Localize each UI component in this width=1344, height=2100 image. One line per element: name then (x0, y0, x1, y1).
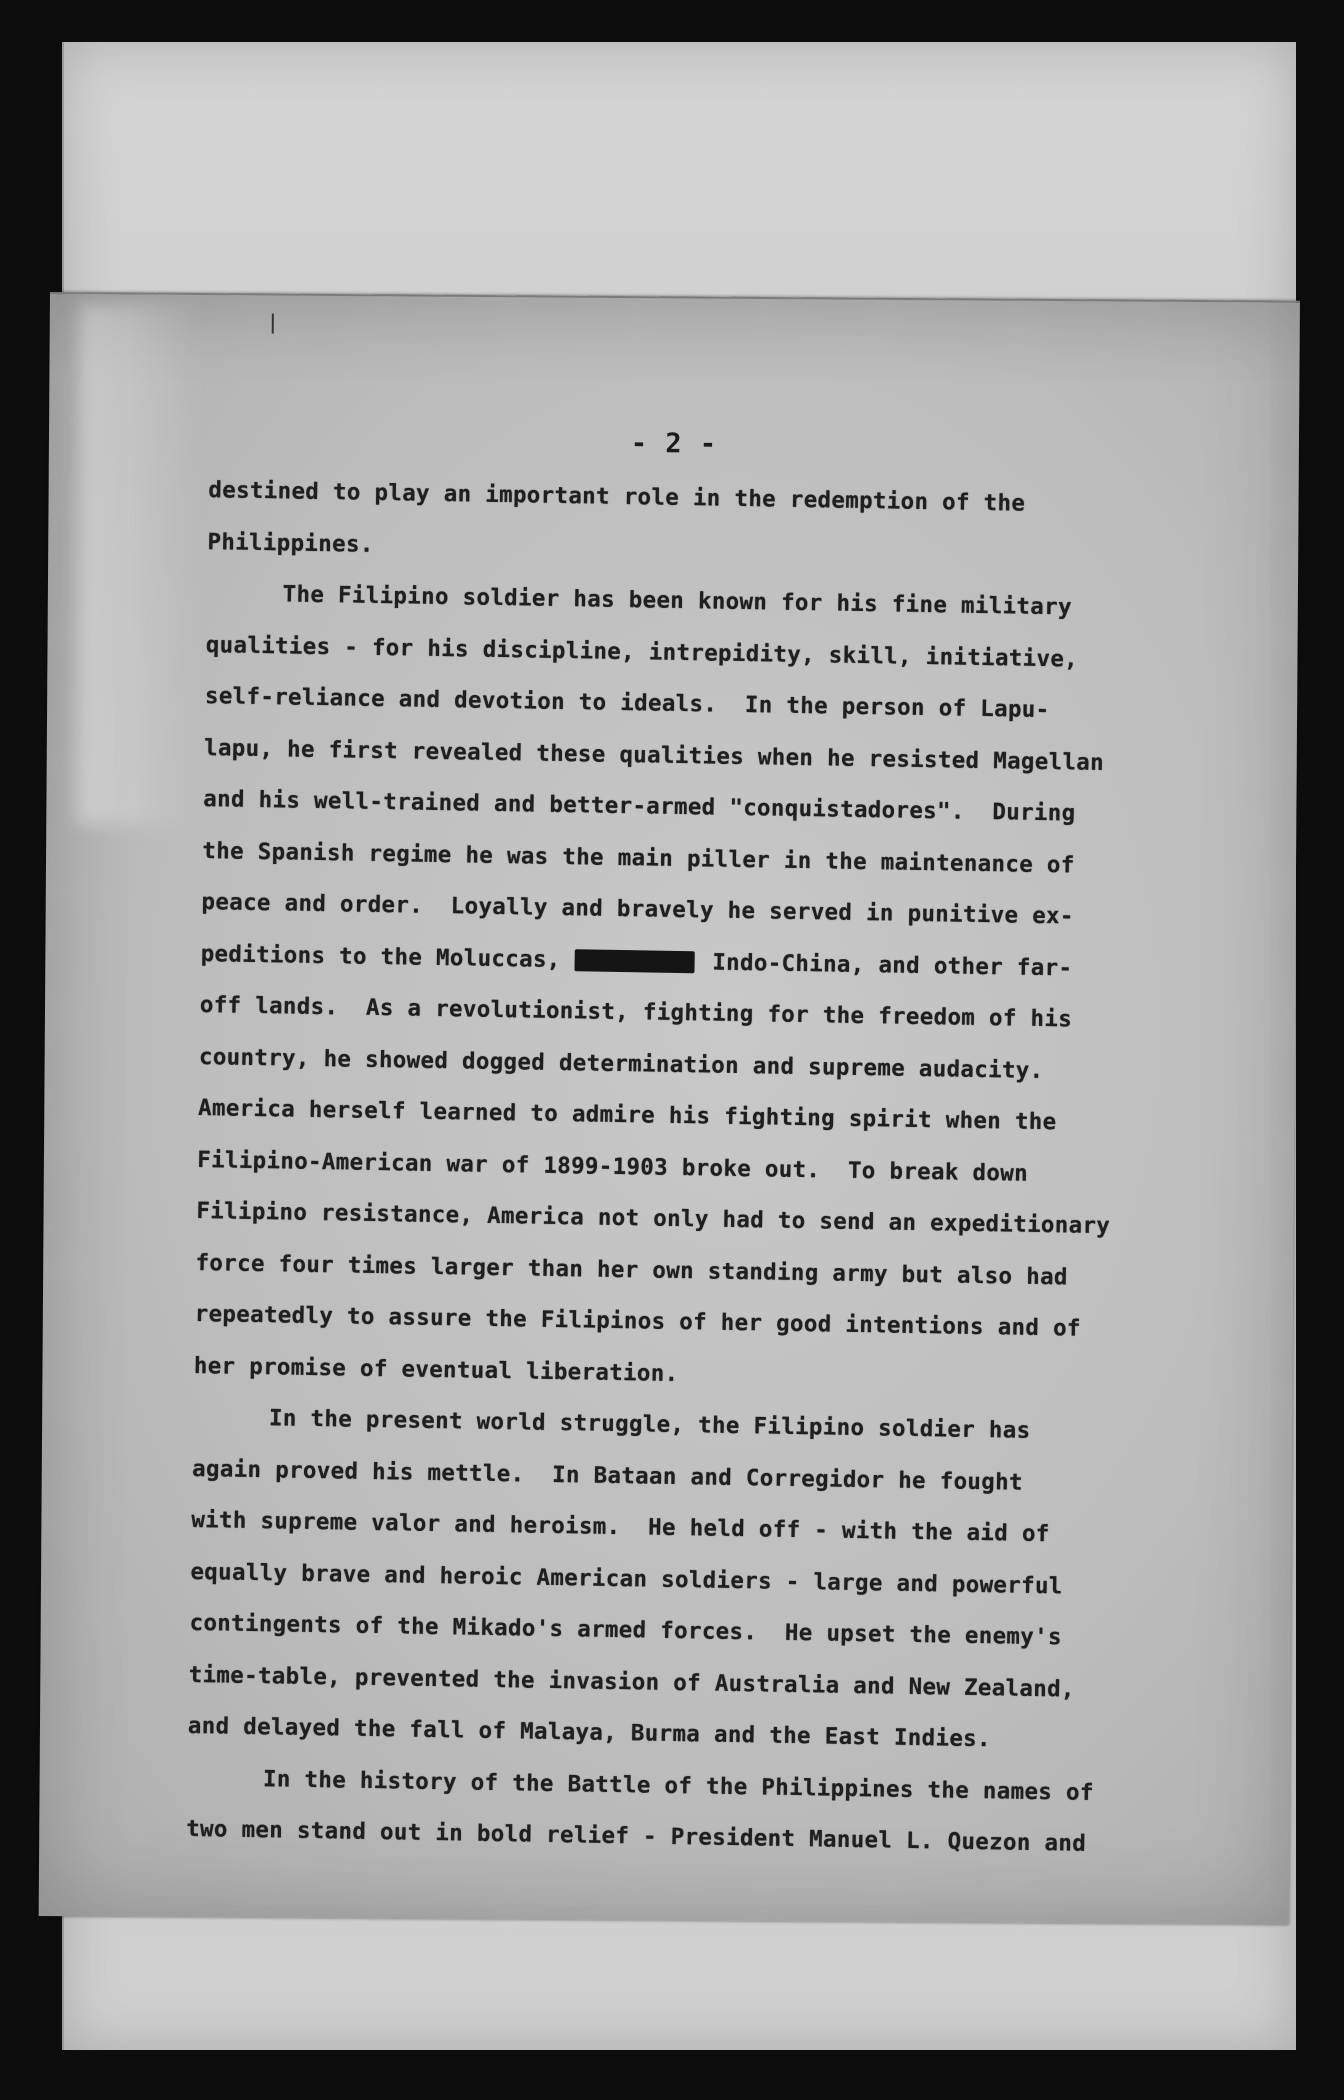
text-line: time-table, prevented the invasion of Australia and New Zealand, (188, 1661, 1075, 1703)
redaction-bar (574, 949, 694, 973)
text-line: Filipino resistance, America not only had to send an expeditionary (196, 1198, 1111, 1240)
text-line: force four times larger than her own standing army but also had (195, 1249, 1068, 1290)
text-line: The Filipino soldier has been known for his fine military (282, 581, 1073, 621)
text-line: self-reliance and devotion to ideals. In the person of Lapu- (204, 683, 1050, 724)
text-segment: peditions to the Moluccas, (200, 940, 561, 973)
text-line: Filipino-American war of 1899-1903 broke out. To break down (197, 1146, 1029, 1187)
text-line: again proved his mettle. In Bataan and Corregidor he fought (191, 1455, 1024, 1496)
document-page (39, 292, 1300, 1925)
text-line: and his well-trained and better-armed "conquistadores". During (203, 786, 1076, 827)
text-line: the Spanish regime he was the main piller in the maintenance of (202, 837, 1075, 879)
text-line: equally brave and heroic American soldiers - large and powerful (190, 1558, 1063, 1599)
text-line: destined to play an important role in the redemption of the (208, 477, 1026, 517)
body-text (186, 465, 1289, 1873)
text-line: with supreme valor and heroism. He held off - with the aid of (191, 1506, 1050, 1548)
text-line: In the history of the Battle of the Philippines the names of (262, 1765, 1094, 1806)
text-line: and delayed the fall of Malaya, Burma and the East Indies. (187, 1712, 992, 1753)
text-line: off lands. As a revolutionist, fighting for the freedom of his (199, 992, 1073, 1033)
photo-glare (76, 304, 200, 825)
page-number: - 2 - (630, 428, 718, 460)
text-line: repeatedly to assure the Filipinos of her good intentions and of (194, 1300, 1081, 1342)
text-line: her promise of eventual liberation. (193, 1352, 679, 1387)
text-line: peace and order. Loyally and bravely he served in punitive ex- (201, 889, 1074, 930)
text-segment: Indo-China, and other far- (698, 948, 1073, 981)
text-line: Philippines. (207, 528, 374, 558)
text-line: country, he showed dogged determination and supreme audacity. (198, 1043, 1044, 1084)
text-line: In the present world struggle, the Filipino soldier has (268, 1405, 1031, 1444)
text-line: lapu, he first revealed these qualities when he resisted Magellan (203, 734, 1105, 776)
text-line: two men stand out in bold relief - President Manuel L. Quezon and (185, 1815, 1087, 1857)
text-line: America herself learned to admire his fighting spirit when the (197, 1095, 1057, 1136)
text-line: contingents of the Mikado's armed forces. He upset the enemy's (189, 1609, 1063, 1651)
text-line: qualities - for his discipline, intrepidity, skill, initiative, (205, 631, 1079, 673)
tick-mark (272, 314, 274, 334)
